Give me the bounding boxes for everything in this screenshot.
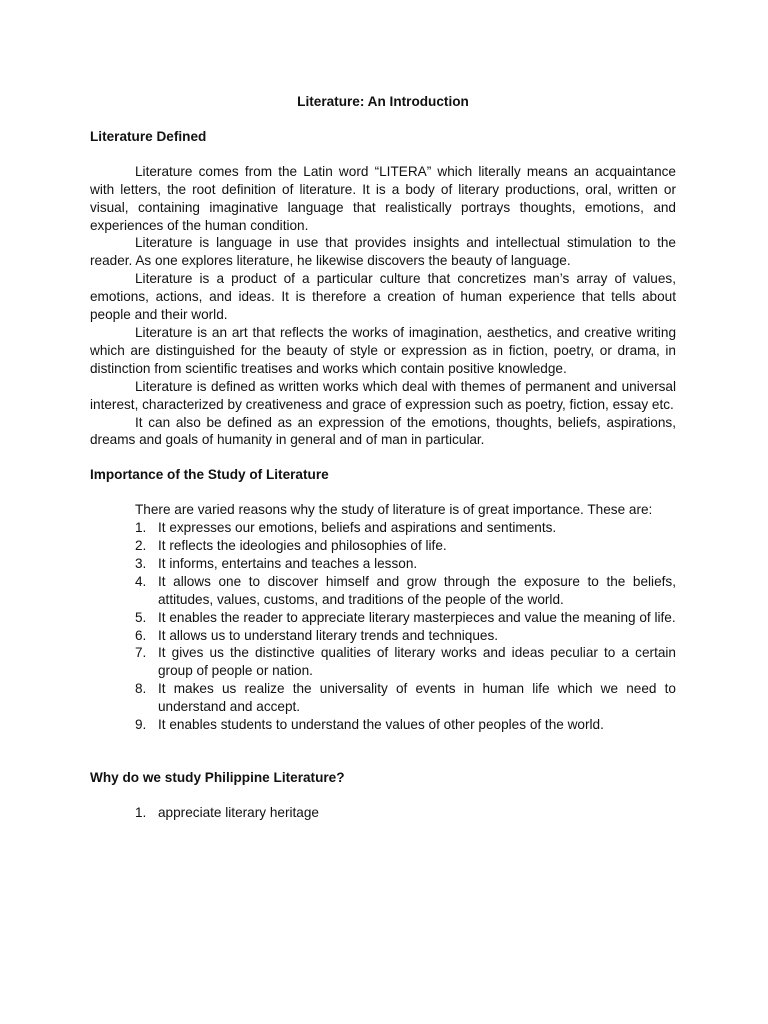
paragraph: Literature is defined as written works which deal with themes of permanent and universal interest, characterized by creativeness and grace of expression such as poetry, fiction, essay etc. — [90, 378, 676, 412]
list-item — [90, 644, 676, 680]
list-item-text: It informs, entertains and teaches a lesson. — [158, 555, 418, 571]
philippine-list — [90, 804, 676, 822]
list-item-text: It enables students to understand the values of other peoples of the world. — [158, 717, 604, 733]
list-item-number: 1. — [135, 804, 147, 820]
section-heading-literature-defined: Literature Defined — [90, 128, 207, 144]
list-item-text: It allows one to discover himself and grow through the exposure to the beliefs, attitudes, values, customs, and traditions of the people of the world. — [158, 573, 676, 607]
spacer — [90, 146, 676, 163]
list-item-number: 2. — [135, 538, 147, 554]
paragraph: Literature comes from the Latin word “LITERA” which literally means an acquaintance with letters, the root definition of literature. It is a body of literary productions, oral, written or visual, containing imaginative language that realistically portrays thoughts, emotions, and experiences of the human condition. — [90, 163, 676, 233]
list-item — [90, 519, 676, 537]
section-heading-importance: Importance of the Study of Literature — [90, 467, 329, 483]
list-item-number: 1. — [135, 520, 147, 536]
list-item-number: 9. — [135, 717, 147, 733]
document-content — [90, 93, 676, 822]
list-item-number: 5. — [135, 609, 147, 625]
list-item-text: It makes us realize the universality of events in human life which we need to understand and accept. — [158, 681, 676, 715]
paragraph: Literature is language in use that provides insights and intellectual stimulation to the reader. As one explores literature, he likewise discovers the beauty of language. — [90, 235, 676, 269]
intro-paragraph: There are varied reasons why the study of literature is of great importance. These are: — [135, 502, 653, 518]
list-item-number: 3. — [135, 555, 147, 571]
list-item-text: It gives us the distinctive qualities of literary works and ideas peculiar to a certain group of people or nation. — [158, 645, 676, 679]
list-item — [90, 555, 676, 573]
list-item-number: 7. — [135, 645, 147, 661]
paragraph: Literature is an art that reflects the works of imagination, aesthetics, and creative writing which are distinguished for the beauty of style or expression as in fiction, poetry, or drama, in distinction from scientific treatises and works which contain positive knowledge. — [90, 324, 676, 376]
list-item — [90, 680, 676, 716]
spacer — [90, 484, 676, 501]
spacer — [90, 734, 676, 769]
list-item-text: appreciate literary heritage — [158, 804, 319, 820]
list-item-text: It reflects the ideologies and philosophies of life. — [158, 538, 447, 554]
paragraph: Literature is a product of a particular culture that concretizes man’s array of values, emotions, actions, and ideas. It is therefore a creation of human experience that tells about people and their world. — [90, 271, 676, 323]
section-heading-philippine-literature: Why do we study Philippine Literature? — [90, 770, 345, 785]
list-item-text: It allows us to understand literary trends and techniques. — [158, 627, 499, 643]
paragraph: It can also be defined as an expression of the emotions, thoughts, beliefs, aspirations, dreams and goals of humanity in general and of man in particular. — [90, 414, 676, 448]
list-item-text: It expresses our emotions, beliefs and aspirations and sentiments. — [158, 520, 557, 536]
spacer — [90, 449, 676, 466]
list-item-number: 6. — [135, 627, 147, 643]
list-item-number: 4. — [135, 573, 147, 589]
list-item-number: 8. — [135, 681, 147, 697]
list-item-text: It enables the reader to appreciate literary masterpieces and value the meaning of life. — [158, 609, 676, 625]
list-item — [90, 716, 676, 734]
spacer — [90, 787, 676, 804]
document-title: Literature: An Introduction — [297, 94, 469, 109]
list-item — [90, 627, 676, 645]
list-item — [90, 609, 676, 627]
list-item — [90, 804, 676, 822]
list-item — [90, 537, 676, 555]
importance-list — [90, 519, 676, 734]
list-item — [90, 573, 676, 609]
